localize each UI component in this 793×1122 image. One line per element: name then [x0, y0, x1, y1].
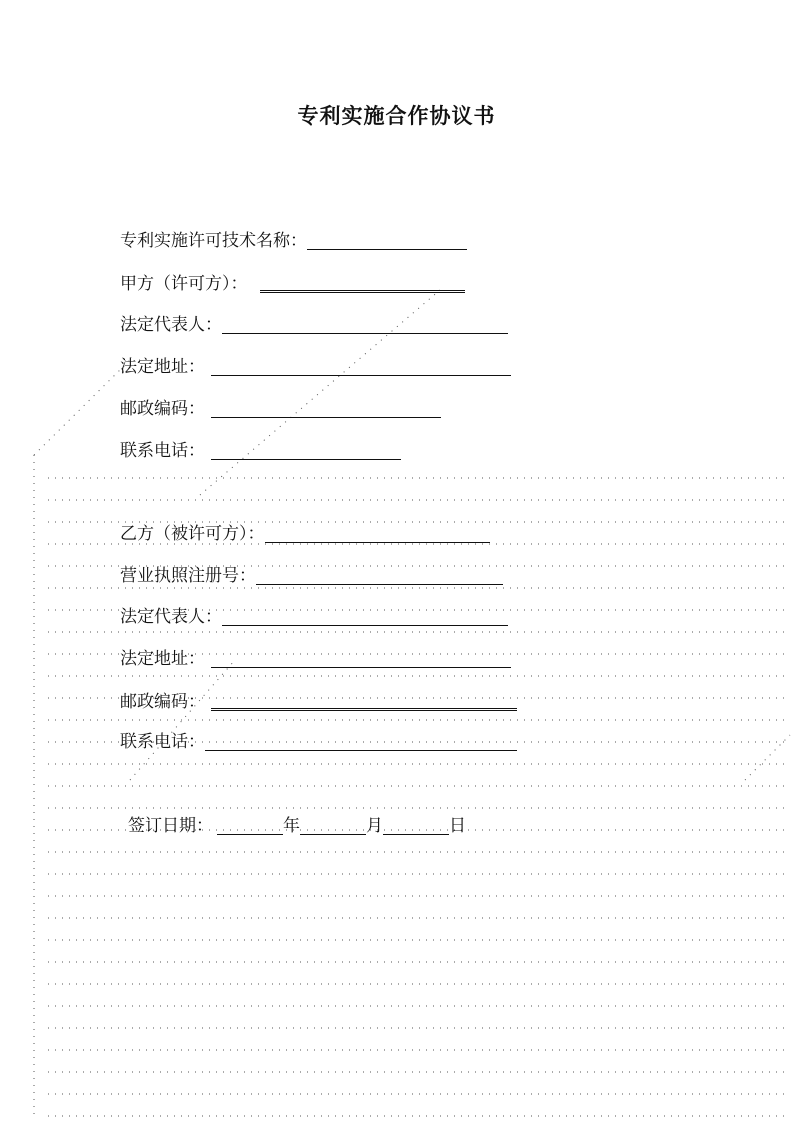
party-b-phone-blank[interactable]	[205, 732, 517, 751]
signing-year-blank[interactable]	[217, 816, 283, 835]
party-a-postcode-label: 邮政编码：	[120, 399, 205, 419]
party-a-heading-row	[120, 272, 465, 295]
party-b-address-row	[120, 648, 511, 670]
party-a-phone-row	[120, 440, 401, 462]
party-b-legal-rep-label: 法定代表人：	[120, 607, 222, 627]
party-b-legal-rep-row	[120, 606, 508, 628]
party-a-legal-rep-label: 法定代表人：	[120, 315, 222, 335]
party-b-phone-label: 联系电话：	[120, 732, 205, 752]
party-b-name-blank[interactable]	[265, 524, 490, 543]
signing-year-unit: 年	[283, 816, 300, 836]
technology-name-label: 专利实施许可技术名称：	[120, 231, 307, 251]
party-a-heading-label: 甲方（许可方）：	[120, 274, 248, 294]
party-a-postcode-row	[120, 398, 441, 420]
party-a-address-blank[interactable]	[211, 357, 511, 376]
technology-name-row	[120, 230, 467, 252]
signing-month-blank[interactable]	[300, 816, 366, 835]
signing-date-label: 签订日期：	[128, 816, 213, 836]
party-a-address-label: 法定地址：	[120, 357, 205, 377]
party-a-legal-rep-row	[120, 314, 508, 336]
document-title: 专利实施合作协议书	[297, 103, 496, 128]
signing-month-unit: 月	[366, 816, 383, 836]
party-b-license-blank[interactable]	[256, 566, 503, 585]
party-b-address-blank[interactable]	[211, 649, 511, 668]
signing-day-blank[interactable]	[383, 816, 449, 835]
party-b-address-label: 法定地址：	[120, 649, 205, 669]
party-b-postcode-label: 邮政编码：	[120, 692, 205, 712]
party-b-license-row	[120, 565, 503, 587]
signing-day-unit: 日	[449, 816, 466, 836]
party-a-name-blank[interactable]	[260, 272, 465, 293]
technology-name-blank[interactable]	[307, 231, 467, 250]
party-a-postcode-blank[interactable]	[211, 399, 441, 418]
party-b-license-label: 营业执照注册号：	[120, 566, 256, 586]
party-a-phone-blank[interactable]	[211, 441, 401, 460]
party-b-phone-row	[120, 731, 517, 753]
party-b-heading-label: 乙方（被许可方）：	[120, 524, 265, 544]
party-b-legal-rep-blank[interactable]	[222, 607, 508, 626]
party-b-heading-row	[120, 523, 490, 545]
party-a-address-row	[120, 356, 511, 378]
party-b-postcode-blank[interactable]	[211, 690, 517, 711]
party-a-phone-label: 联系电话：	[120, 441, 205, 461]
party-b-postcode-row	[120, 690, 517, 713]
party-a-legal-rep-blank[interactable]	[222, 315, 508, 334]
signing-date-row	[128, 815, 466, 837]
